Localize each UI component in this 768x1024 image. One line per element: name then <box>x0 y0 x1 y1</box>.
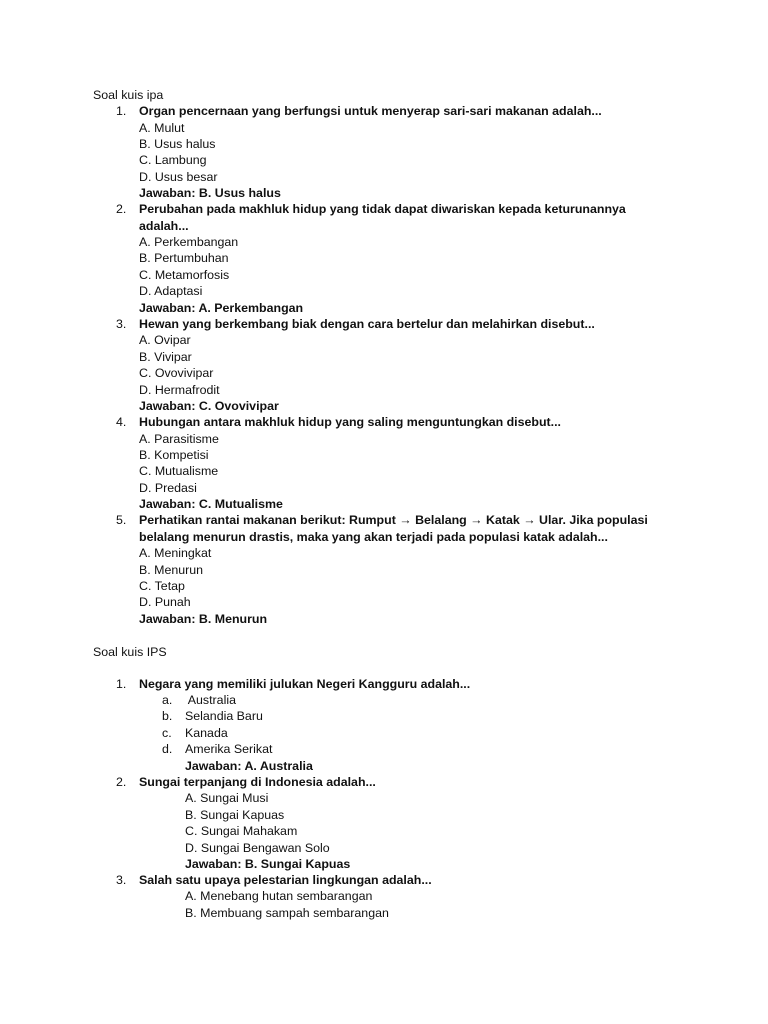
ipa-question-number: 4. <box>116 415 127 429</box>
ips-option-marker: b. <box>162 709 173 723</box>
ipa-question-number: 1. <box>116 104 127 118</box>
ipa-option: D. Predasi <box>139 481 197 495</box>
ipa-question-text-continued: adalah... <box>139 219 189 233</box>
ipa-option: C. Metamorfosis <box>139 268 230 282</box>
ipa-option: B. Pertumbuhan <box>139 251 229 265</box>
ips-option: Australia <box>185 693 236 707</box>
ipa-question-text: Hewan yang berkembang biak dengan cara bertelur dan melahirkan disebut... <box>139 317 595 331</box>
ipa-question-text: Perhatikan rantai makanan berikut: Rumput → Belalang → Katak → Ular. Jika populasi <box>139 513 648 527</box>
ipa-question-number: 2. <box>116 202 127 216</box>
ips-option: B. Membuang sampah sembarangan <box>185 906 389 920</box>
ipa-option: A. Ovipar <box>139 333 191 347</box>
ips-option: Selandia Baru <box>185 709 263 723</box>
ipa-option: A. Mulut <box>139 121 185 135</box>
ips-option: D. Sungai Bengawan Solo <box>185 841 330 855</box>
ipa-question-text-continued: belalang menurun drastis, maka yang akan terjadi pada populasi katak adalah... <box>139 530 608 544</box>
ips-option-marker: c. <box>162 726 172 740</box>
ips-option: C. Sungai Mahakam <box>185 824 298 838</box>
ipa-section-title: Soal kuis ipa <box>93 88 164 102</box>
ipa-option: D. Hermafrodit <box>139 383 220 397</box>
ips-option: A. Sungai Musi <box>185 791 269 805</box>
ips-question-text: Salah satu upaya pelestarian lingkungan adalah... <box>139 873 432 887</box>
ipa-question-number: 3. <box>116 317 127 331</box>
ipa-option: D. Adaptasi <box>139 284 203 298</box>
ipa-option: A. Perkembangan <box>139 235 239 249</box>
ipa-option: C. Lambung <box>139 153 207 167</box>
ips-option-marker: d. <box>162 742 173 756</box>
ips-question-number: 1. <box>116 677 127 691</box>
ipa-option: B. Vivipar <box>139 350 192 364</box>
ipa-answer: Jawaban: C. Ovovivipar <box>139 399 279 413</box>
ipa-option: C. Ovovivipar <box>139 366 214 380</box>
ips-question-number: 3. <box>116 873 127 887</box>
ipa-option: D. Usus besar <box>139 170 218 184</box>
ips-option: B. Sungai Kapuas <box>185 808 285 822</box>
ipa-option: B. Menurun <box>139 563 204 577</box>
ips-section-title: Soal kuis IPS <box>93 645 167 659</box>
ips-option-marker: a. <box>162 693 173 707</box>
ips-question-text: Negara yang memiliki julukan Negeri Kangguru adalah... <box>139 677 471 691</box>
ips-question-number: 2. <box>116 775 127 789</box>
ips-answer: Jawaban: B. Sungai Kapuas <box>185 857 351 871</box>
ipa-option: A. Parasitisme <box>139 432 219 446</box>
ipa-answer: Jawaban: A. Perkembangan <box>139 301 304 315</box>
ipa-question-text: Hubungan antara makhluk hidup yang saling menguntungkan disebut... <box>139 415 562 429</box>
ips-question-text: Sungai terpanjang di Indonesia adalah... <box>139 775 376 789</box>
ipa-option: C. Tetap <box>139 579 185 593</box>
ipa-option: B. Usus halus <box>139 137 216 151</box>
ipa-option: C. Mutualisme <box>139 464 219 478</box>
ips-answer: Jawaban: A. Australia <box>185 759 313 773</box>
ipa-answer: Jawaban: C. Mutualisme <box>139 497 283 511</box>
ipa-question-number: 5. <box>116 513 127 527</box>
ipa-answer: Jawaban: B. Menurun <box>139 612 268 626</box>
ips-option: A. Menebang hutan sembarangan <box>185 889 373 903</box>
ipa-question-text: Organ pencernaan yang berfungsi untuk menyerap sari-sari makanan adalah... <box>139 104 602 118</box>
ips-option: Amerika Serikat <box>185 742 273 756</box>
ipa-answer: Jawaban: B. Usus halus <box>139 186 281 200</box>
ipa-option: A. Meningkat <box>139 546 212 560</box>
ipa-question-text: Perubahan pada makhluk hidup yang tidak dapat diwariskan kepada keturunannya <box>139 202 626 216</box>
ipa-option: D. Punah <box>139 595 191 609</box>
ips-option: Kanada <box>185 726 228 740</box>
ipa-option: B. Kompetisi <box>139 448 209 462</box>
